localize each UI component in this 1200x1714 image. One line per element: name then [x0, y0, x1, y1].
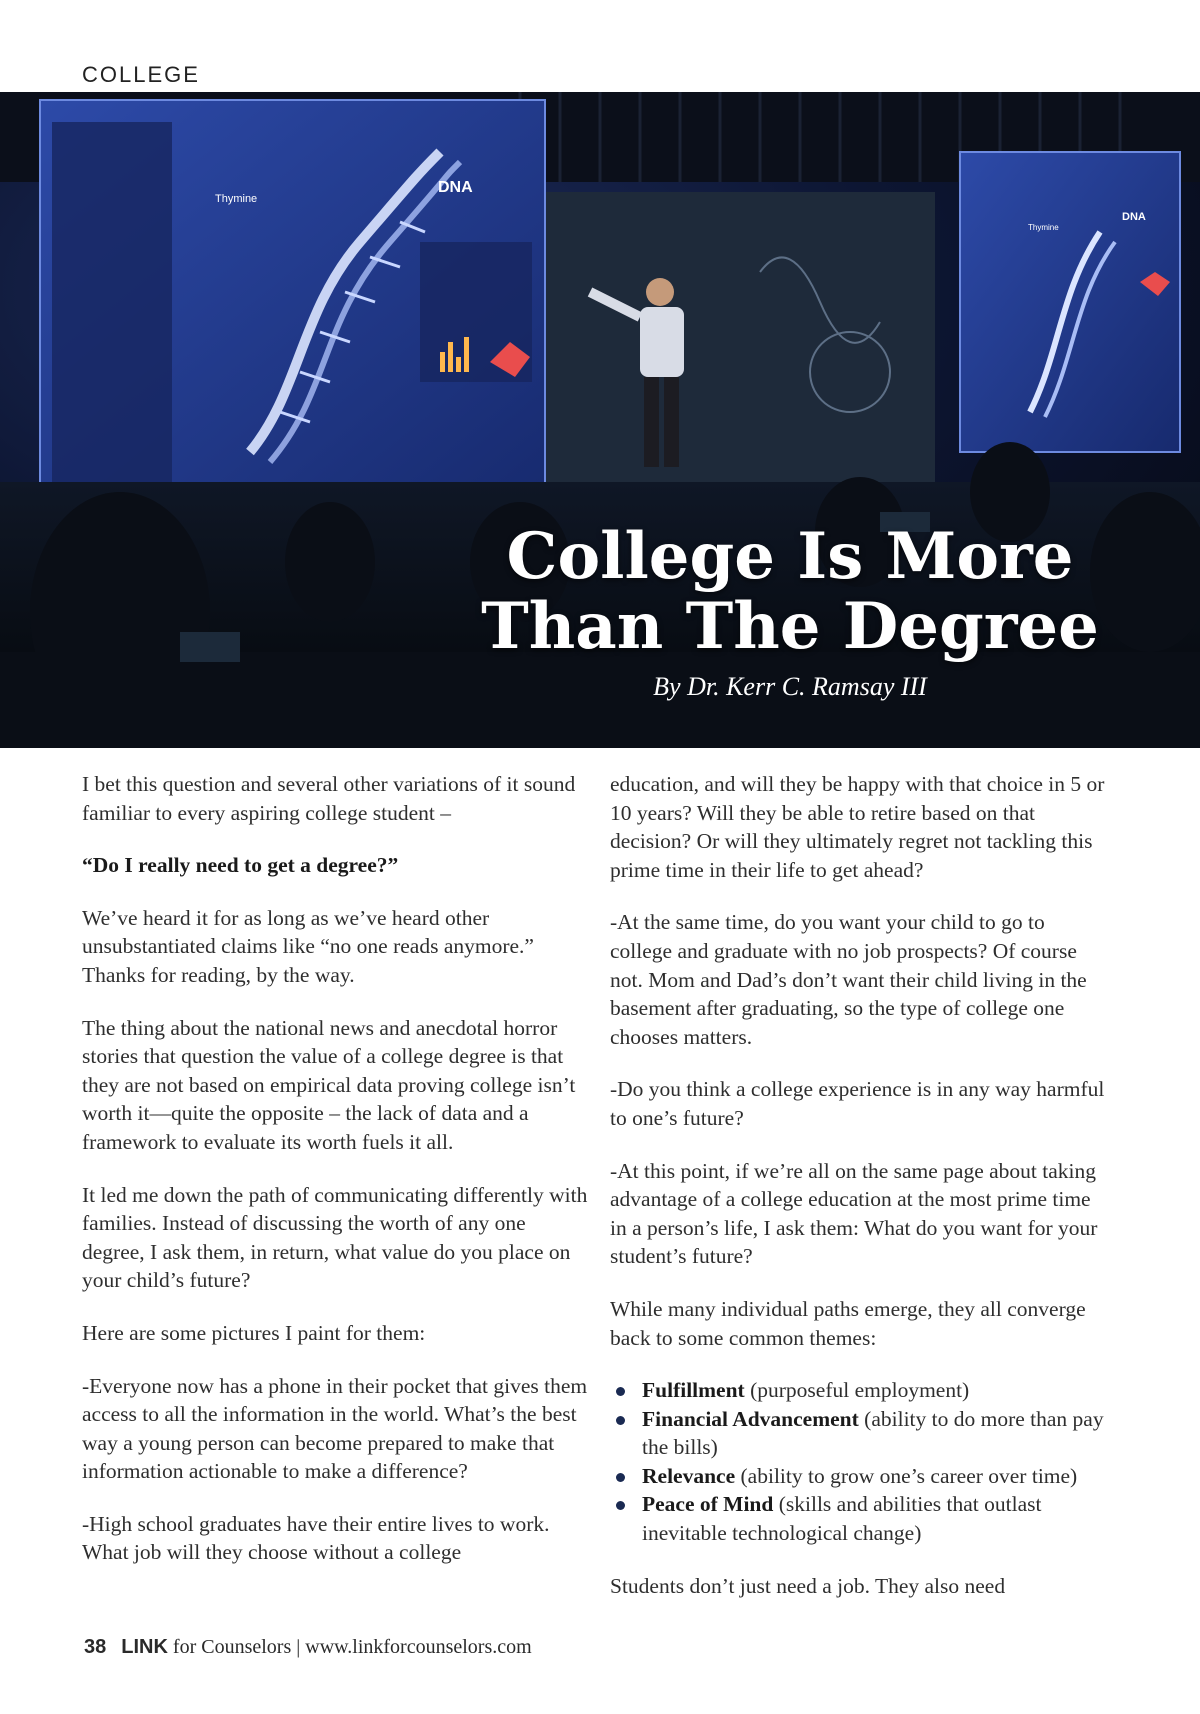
paragraph: -High school graduates have their entire lives to work. What job will they choose without a college: [82, 1511, 550, 1565]
theme-term: Financial Advancement: [642, 1406, 859, 1431]
paragraph: Here are some pictures I paint for them:: [82, 1320, 426, 1345]
bullet-icon: [616, 1501, 625, 1510]
footer-text: for Counselors | www.linkforcounselors.com: [167, 1636, 532, 1658]
paragraph: -Everyone now has a phone in their pocket that gives them access to all the information in the world. What’s the best way a young person can become prepared to make that information actionable to make a difference?: [82, 1373, 588, 1484]
paragraph: -Do you think a college experience is in any way harmful to one’s future?: [610, 1077, 1105, 1130]
hero-image: [0, 92, 1200, 748]
section-label: COLLEGE: [82, 62, 200, 87]
theme-term: Fulfillment: [642, 1378, 745, 1403]
paragraph: The thing about the national news and anecdotal horror stories that question the value of a college degree is that they are not based on empirical data proving college isn’t worth it—quite the opposite – the lack of data and a framework to evaluate its worth fuels it all.: [82, 1015, 576, 1154]
title-line-2: Than The Degree: [481, 589, 1099, 664]
theme-desc: (ability to grow one’s career over time): [735, 1463, 1078, 1488]
paragraph: -At this point, if we’re all on the same page about taking advantage of a college education at the most prime time in a person’s life, I ask them: What do you want for your student’s future?: [610, 1158, 1098, 1269]
list-item: [610, 1462, 1110, 1491]
page-number: 38: [84, 1636, 107, 1658]
theme-term: Peace of Mind: [642, 1492, 774, 1517]
list-item: [610, 1405, 1110, 1462]
screen-label-thymine-right: Thymine: [1028, 223, 1059, 232]
list-item: [610, 1490, 1110, 1547]
left-column: [82, 770, 592, 1591]
theme-desc: (ability to do more than pay the bills): [642, 1406, 1104, 1460]
pull-question: “Do I really need to get a degree?”: [82, 853, 399, 878]
theme-desc: (purposeful employment): [744, 1378, 970, 1403]
paragraph: I bet this question and several other variations of it sound familiar to every aspiring college student –: [82, 772, 576, 825]
paragraph: It led me down the path of communicating differently with families. Instead of discussing the worth of any one degree, I ask them, in return, what value do you place on your child’s future?: [82, 1182, 588, 1293]
paragraph: Students don’t just need a job. They also need: [610, 1573, 1006, 1598]
article-title: [480, 519, 1100, 664]
paragraph: While many individual paths emerge, they all converge back to some common themes:: [610, 1296, 1086, 1350]
paragraph: We’ve heard it for as long as we’ve heard other unsubstantiated claims like “no one reads anymore.” Thanks for reading, by the way.: [82, 905, 534, 987]
byline: By Dr. Kerr C. Ramsay III: [653, 672, 927, 701]
paragraph: education, and will they be happy with that choice in 5 or 10 years? Will they be able to retire based on that decision? Or will they ultimately regret not tackling this prime time in their life to get ahead?: [610, 772, 1105, 882]
left-projector-screen: [40, 100, 545, 510]
bullet-icon: [616, 1416, 625, 1425]
theme-term: Relevance: [642, 1463, 736, 1488]
themes-list: [610, 1376, 1110, 1548]
screen-label-thymine-left: Thymine: [215, 193, 258, 205]
paragraph: -At the same time, do you want your child to go to college and graduate with no job prospects? Of course not. Mom and Dad’s don’t want their child living in the basement after graduating, so the type of college one chooses matters.: [610, 910, 1087, 1049]
screen-label-dna-left: DNA: [438, 179, 473, 196]
list-item: [610, 1376, 1110, 1405]
screen-label-dna-right: DNA: [1122, 211, 1146, 223]
right-column: [610, 770, 1110, 1624]
brand-name: LINK: [121, 1636, 168, 1658]
title-line-1: College Is More: [506, 519, 1074, 594]
bullet-icon: [616, 1387, 625, 1396]
page-footer: [84, 1636, 532, 1659]
chalkboard: [545, 192, 935, 482]
bullet-icon: [616, 1473, 625, 1482]
theme-desc: (skills and abilities that outlast inevitable technological change): [642, 1492, 1042, 1546]
right-projector-screen: [960, 152, 1180, 452]
